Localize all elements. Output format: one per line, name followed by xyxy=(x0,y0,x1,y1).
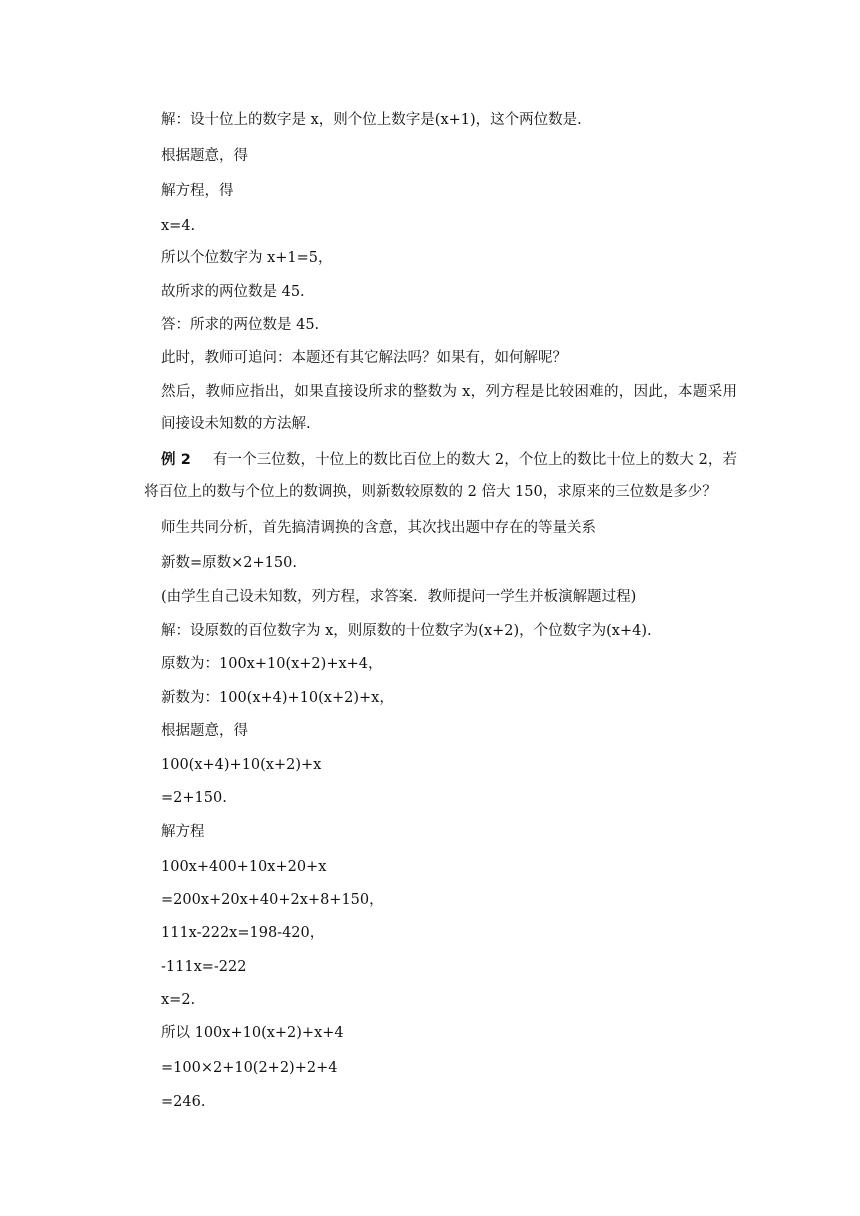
text-line: 新数为：100(x+4)+10(x+2)+x， xyxy=(161,690,394,706)
text-line: 解：设原数的百位数字为 x，则原数的十位数字为(x+2)，个位数字为(x+4). xyxy=(161,623,652,639)
text-line: 根据题意，得 xyxy=(161,723,248,739)
text-line: 故所求的两位数是 45. xyxy=(161,284,305,300)
text-line: 根据题意，得 xyxy=(161,148,248,164)
text-line: -111x=-222 xyxy=(161,959,247,975)
example-text: 有一个三位数，十位上的数比百位上的数大 2，个位上的数比十位上的数大 2，若将百位上的数与个位上的数调换，则新数较原数的 2 倍大 150，求原来的三位数是多少？ xyxy=(144,452,737,500)
text-line: 师生共同分析，首先搞清调换的含意，其次找出题中存在的等量关系 xyxy=(161,520,596,536)
text-line: 解方程，得 xyxy=(161,183,234,199)
text-line: =246. xyxy=(161,1094,206,1110)
text-line: 100x+400+10x+20+x xyxy=(161,859,327,875)
example-2-paragraph xyxy=(144,444,737,508)
text-line: 答：所求的两位数是 45. xyxy=(161,317,320,333)
text-line: 此时，教师可追问：本题还有其它解法吗？如果有，如何解呢？ xyxy=(161,350,567,366)
text-line: 解：设十位上的数字是 x，则个位上数字是(x+1)，这个两位数是. xyxy=(161,112,582,128)
text-line: 100(x+4)+10(x+2)+x xyxy=(161,757,322,773)
text-line: x=4. xyxy=(161,218,196,234)
text-line: x=2. xyxy=(161,992,196,1008)
text-line: 新数=原数×2+150. xyxy=(161,555,297,571)
text-line: 解方程 xyxy=(161,824,205,840)
text-line: 原数为：100x+10(x+2)+x+4， xyxy=(161,656,383,672)
text-line: 所以 100x+10(x+2)+x+4 xyxy=(161,1025,344,1041)
paragraph-indirect-method: 然后，教师应指出，如果直接设所求的整数为 x，列方程是比较困难的，因此，本题采用间接设未知数的方法解. xyxy=(161,384,737,432)
text-line: (由学生自己设未知数，列方程，求答案．教师提问一学生并板演解题过程) xyxy=(161,589,637,605)
example-label: 例 2 xyxy=(161,452,191,468)
text-line: 111x-222x=198-420， xyxy=(161,925,325,941)
text-line: =100×2+10(2+2)+2+4 xyxy=(161,1060,338,1076)
text-line: =2+150. xyxy=(161,790,227,806)
text-line: 所以个位数字为 x+1=5， xyxy=(161,250,333,266)
text-line: =200x+20x+40+2x+8+150， xyxy=(161,892,384,908)
